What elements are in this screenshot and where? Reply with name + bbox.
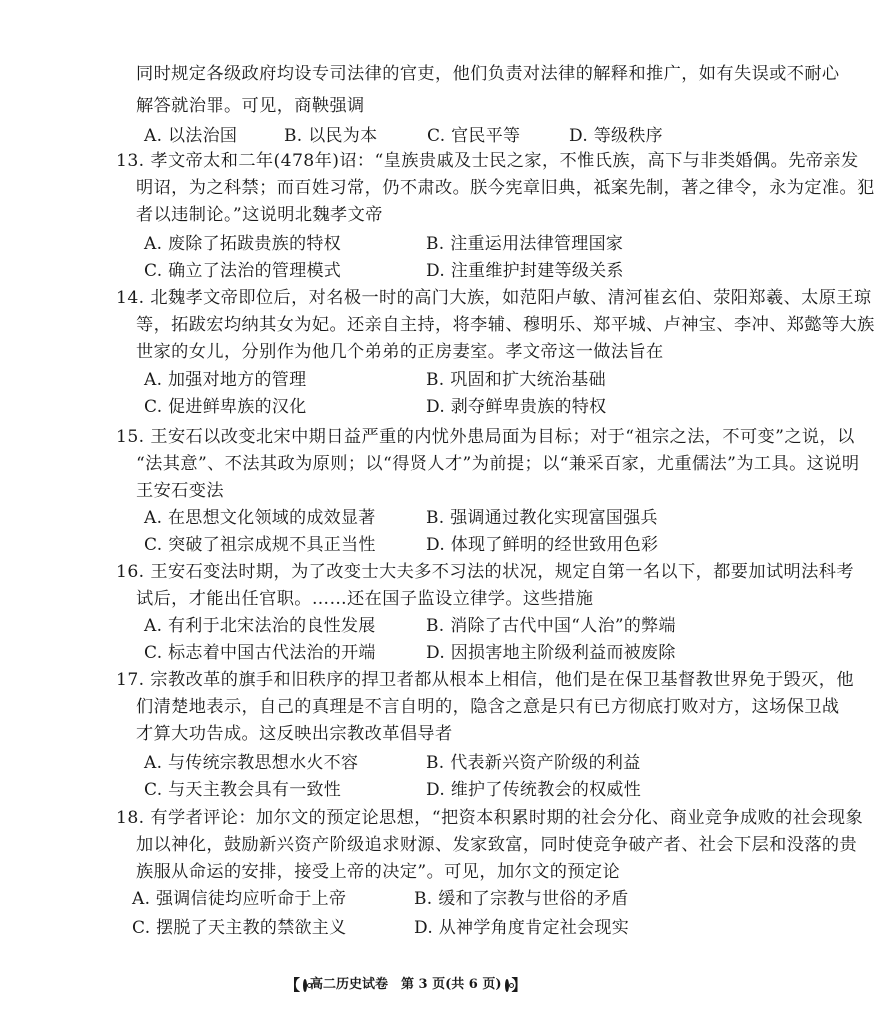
- option-d: D. 体现了鲜明的经世致用色彩: [426, 535, 659, 555]
- option-d: D. 等级秩序: [569, 126, 663, 146]
- option-c: C. 标志着中国古代法治的开端: [144, 643, 376, 663]
- option-b: B. 强调通过教化实现富国强兵: [426, 508, 658, 528]
- option-d: D. 从神学角度肯定社会现实: [414, 918, 630, 938]
- question-text-line: 18. 有学者评论：加尔文的预定论思想，“把资本积累时期的社会分化、商业竞争成败的社会现象: [116, 808, 864, 828]
- question-text-line: 才算大功告成。这反映出宗教改革倡导者: [136, 724, 453, 744]
- question-text-line: 们清楚地表示，自己的真理是不言自明的，隐含之意是只有已方彻底打败对方，这场保卫战: [136, 697, 840, 717]
- question-text-line: 14. 北魏孝文帝即位后，对名极一时的高门大族，如范阳卢敏、清河崔玄伯、荥阳郑羲、太原王琼: [116, 288, 872, 308]
- option-d: D. 注重维护封建等级关系: [426, 261, 624, 281]
- option-c: C. 促进鲜卑族的汉化: [144, 397, 307, 417]
- question-text-line: “法其意”、不法其政为原则；以“得贤人才”为前提；以“兼采百家，尤重儒法”为工具。这说明: [136, 454, 860, 474]
- option-a: A. 以法治国: [144, 126, 238, 146]
- option-a: A. 废除了拓跋贵族的特权: [144, 234, 341, 254]
- question-text-line: 17. 宗教改革的旗手和旧秩序的捍卫者都从根本上相信，他们是在保卫基督教世界免于毁灭，他: [116, 670, 854, 690]
- option-c: C. 与天主教会具有一致性: [144, 780, 342, 800]
- option-c: C. 摆脱了天主教的禁欲主义: [132, 918, 347, 938]
- question-text-line: 王安石变法: [136, 481, 224, 501]
- question-text-line: 加以神化，鼓励新兴资产阶级追求财源、发家致富，同时使竞争破产者、社会下层和没落的贵: [136, 835, 858, 855]
- option-c: C. 官民平等: [427, 126, 521, 146]
- question-text-line: 试后，才能出任官职。……还在国子监设立律学。这些措施: [136, 589, 594, 609]
- option-b: B. 消除了古代中国“人治”的弊端: [426, 616, 676, 636]
- option-c: C. 确立了法治的管理模式: [144, 261, 342, 281]
- option-b: B. 缓和了宗教与世俗的矛盾: [414, 889, 629, 909]
- option-a: A. 与传统宗教思想水火不容: [144, 753, 359, 773]
- seal-icon: [303, 979, 307, 992]
- option-a: A. 在思想文化领域的成效显著: [144, 508, 376, 528]
- question-text-line: 者以违制论。”这说明北魏孝文帝: [136, 205, 383, 225]
- option-a: A. 强调信徒均应听命于上帝: [132, 889, 347, 909]
- option-d: D. 维护了传统教会的权威性: [426, 780, 642, 800]
- question-text-line: 族服从命运的安排，接受上帝的决定”。可见，加尔文的预定论: [136, 862, 621, 882]
- question-text-line: 明诏，为之科禁；而百姓习常，仍不肃改。朕今宪章旧典，祗案先制，著之律令，永为定准。犯: [136, 178, 875, 198]
- option-c: C. 突破了祖宗成规不具正当性: [144, 535, 376, 555]
- question-text-line: 13. 孝文帝太和二年(478年)诏：“皇族贵戚及士民之家，不惟氏族，高下与非类婚偶。先帝亲发: [116, 151, 859, 171]
- option-b: B. 以民为本: [284, 126, 378, 146]
- footer-text: 高二历史试卷 第 3 页(共 6 页): [310, 977, 502, 992]
- intro-line: 同时规定各级政府均设专司法律的官吏，他们负责对法律的解释和推广，如有失误或不耐心: [136, 64, 840, 84]
- question-text-line: 15. 王安石以改变北宋中期日益严重的内忧外患局面为目标；对于“祖宗之法，不可变”之说，以: [116, 427, 855, 447]
- question-text-line: 世家的女儿，分别作为他几个弟弟的正房妻室。孝文帝这一做法旨在: [136, 342, 664, 362]
- option-b: B. 注重运用法律管理国家: [426, 234, 624, 254]
- question-text-line: 等，拓跋宏均纳其女为妃。还亲自主持，将李辅、穆明乐、郑平城、卢神宝、李冲、郑懿等大族: [136, 315, 875, 335]
- option-b: B. 代表新兴资产阶级的利益: [426, 753, 641, 773]
- intro-line: 解答就治罪。可见，商鞅强调: [136, 96, 365, 116]
- footer-open-bracket: 【: [285, 976, 301, 994]
- option-a: A. 加强对地方的管理: [144, 370, 307, 390]
- footer-close-bracket: 】: [511, 976, 527, 994]
- option-d: D. 因损害地主阶级利益而被废除: [426, 643, 676, 663]
- seal-icon: [505, 979, 509, 992]
- option-a: A. 有利于北宋法治的良性发展: [144, 616, 376, 636]
- option-d: D. 剥夺鲜卑贵族的特权: [426, 397, 607, 417]
- option-b: B. 巩固和扩大统治基础: [426, 370, 606, 390]
- page-footer: [285, 972, 527, 998]
- question-text-line: 16. 王安石变法时期，为了改变士大夫多不习法的状况，规定自第一名以下，都要加试明法科考: [116, 562, 854, 582]
